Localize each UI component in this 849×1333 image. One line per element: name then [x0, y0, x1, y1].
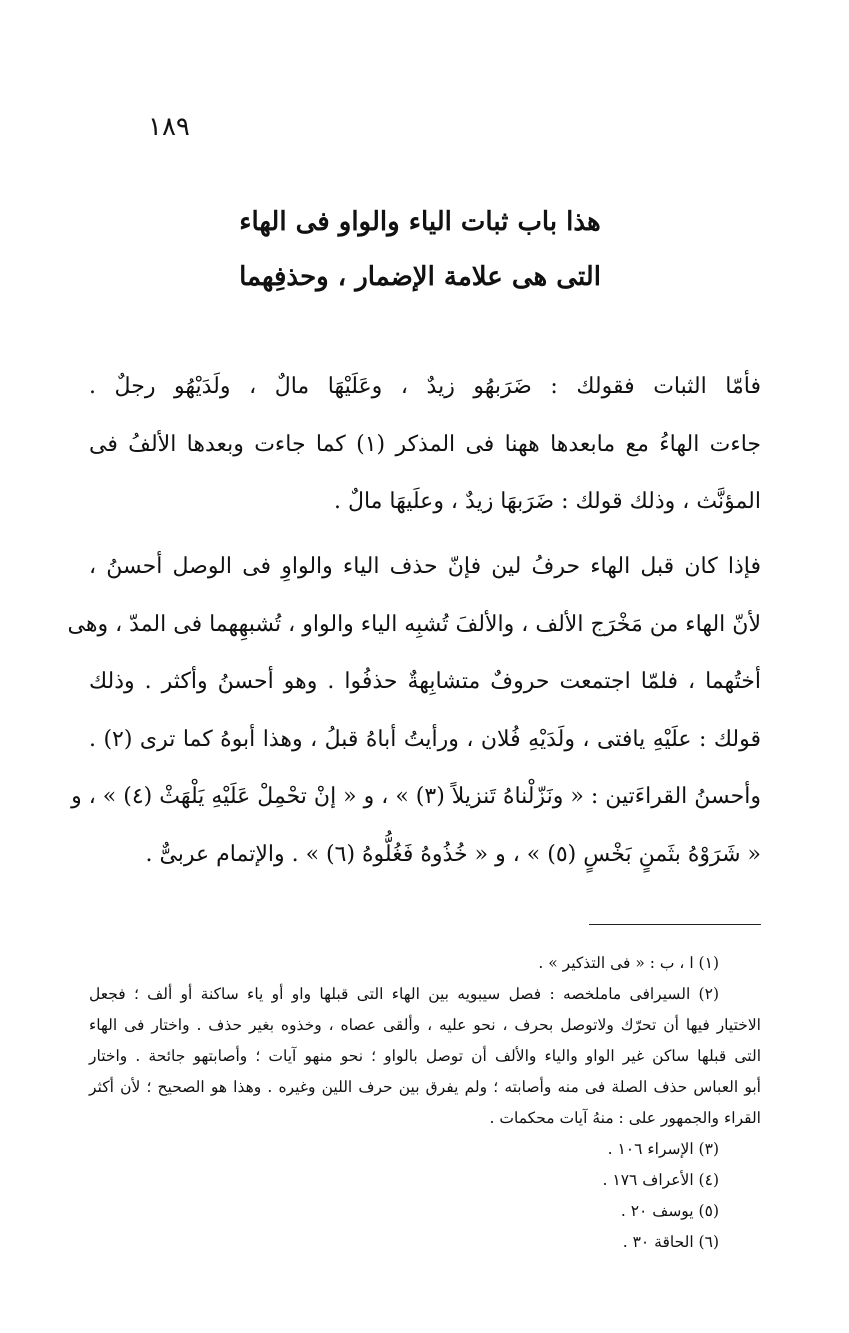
footnote-3: (٣) الإسراء ١٠٦ .	[607, 1140, 719, 1158]
footnote-1: (١) ا ، ب : « فى التذكير » .	[538, 954, 719, 972]
paragraph-line: وأحسنُ القراءَتين : « ونَزّلْناهُ تَنزيلاً (٣) » ، و « إنْ تحْمِلْ عَلَيْهِ يَلْهَثْ (٤) » ، و	[71, 784, 761, 809]
chapter-heading	[130, 195, 710, 305]
footnote-6: (٦) الحاقة ٣٠ .	[622, 1233, 719, 1251]
paragraph-line: فأمّا الثبات فقولك : ضَرَبهُو زيدٌ ، وعَلَيْهَا مالٌ ، ولَدَيْهُو رجلٌ .	[89, 374, 761, 399]
paragraph-line: جاءت الهاءُ مع مابعدها ههنا فى المذكر (١) كما جاءت وبعدها الألفُ فى	[89, 431, 761, 457]
footnote-5: (٥) يوسف ٢٠ .	[620, 1202, 719, 1220]
paragraph-line: قولك : علَيْهِ يافتى ، ولَدَيْهِ فُلان ، ورأيتُ أباهُ قبلُ ، وهذا أبوهُ كما ترى (٢) .	[89, 726, 761, 752]
page-number: ١٨٩	[148, 112, 190, 142]
paragraph-line: « شَرَوْهُ بثَمنٍ بَخْسٍ (٥) » ، و « خُذُوهُ فَغُلُّوهُ (٦) » . والإتمام عربىٌّ .	[145, 841, 761, 867]
footnote-2-continued: القراء والجمهور على : منهُ آيات محكمات .	[489, 1109, 761, 1127]
footnote-2-continued: أبو العباس حذف الصلة فى منه وأصابته ؛ ولم يفرق بين حرف اللين وغيره . وهذا هو الصحيح ؛ لأن أكثر	[89, 1078, 761, 1096]
footnotes	[89, 948, 761, 1258]
footnote-2-continued: الاختيار فيها أن تحرّك ولاتوصل بحرف ، نحو عليه ، وألقى عصاه ، وخذوه بغير حذف . واختار فى الهاء	[89, 1016, 761, 1034]
paragraph-line: فإذا كان قبل الهاء حرفُ لين فإنّ حذف الياء والواوِ فى الوصل أحسنُ ،	[89, 554, 761, 579]
chapter-heading-line-2: التى هى علامة الإضمار ، وحذفِهما	[239, 262, 601, 292]
chapter-heading-line-1: هذا باب ثبات الياء والواو فى الهاء	[239, 207, 601, 237]
paragraph-2	[67, 538, 761, 883]
footnote-divider	[589, 924, 761, 925]
footnote-4: (٤) الأعراف ١٧٦ .	[602, 1171, 719, 1189]
paragraph-1	[89, 358, 761, 531]
paragraph-line: المؤنَّث ، وذلك قولك : ضَرَبهَا زيدٌ ، وعلَيهَا مالٌ .	[333, 489, 761, 514]
footnote-2: (٢) السيرافى ماملخصه : فصل سيبويه بين الهاء التى قبلها واو أو ياء ساكنة أو ألف ؛ فجعل	[89, 985, 719, 1003]
paragraph-line: أختُهما ، فلمّا اجتمعت حروفٌ متشابِهةٌ حذفُوا . وهو أحسنُ وأكثر . وذلك	[89, 669, 761, 694]
footnote-2-continued: التى قبلها ساكن غير الواو والياء والألف أن توصل بالواو ؛ نحو منهو آيات ؛ وأصابتهو جائحة . واختار	[89, 1047, 761, 1065]
paragraph-line: لأنّ الهاء من مَخْرَج الألف ، والألفَ تُشبِه الياء والواو ، تُشبهِهما فى المدّ ، وهى	[67, 611, 761, 637]
